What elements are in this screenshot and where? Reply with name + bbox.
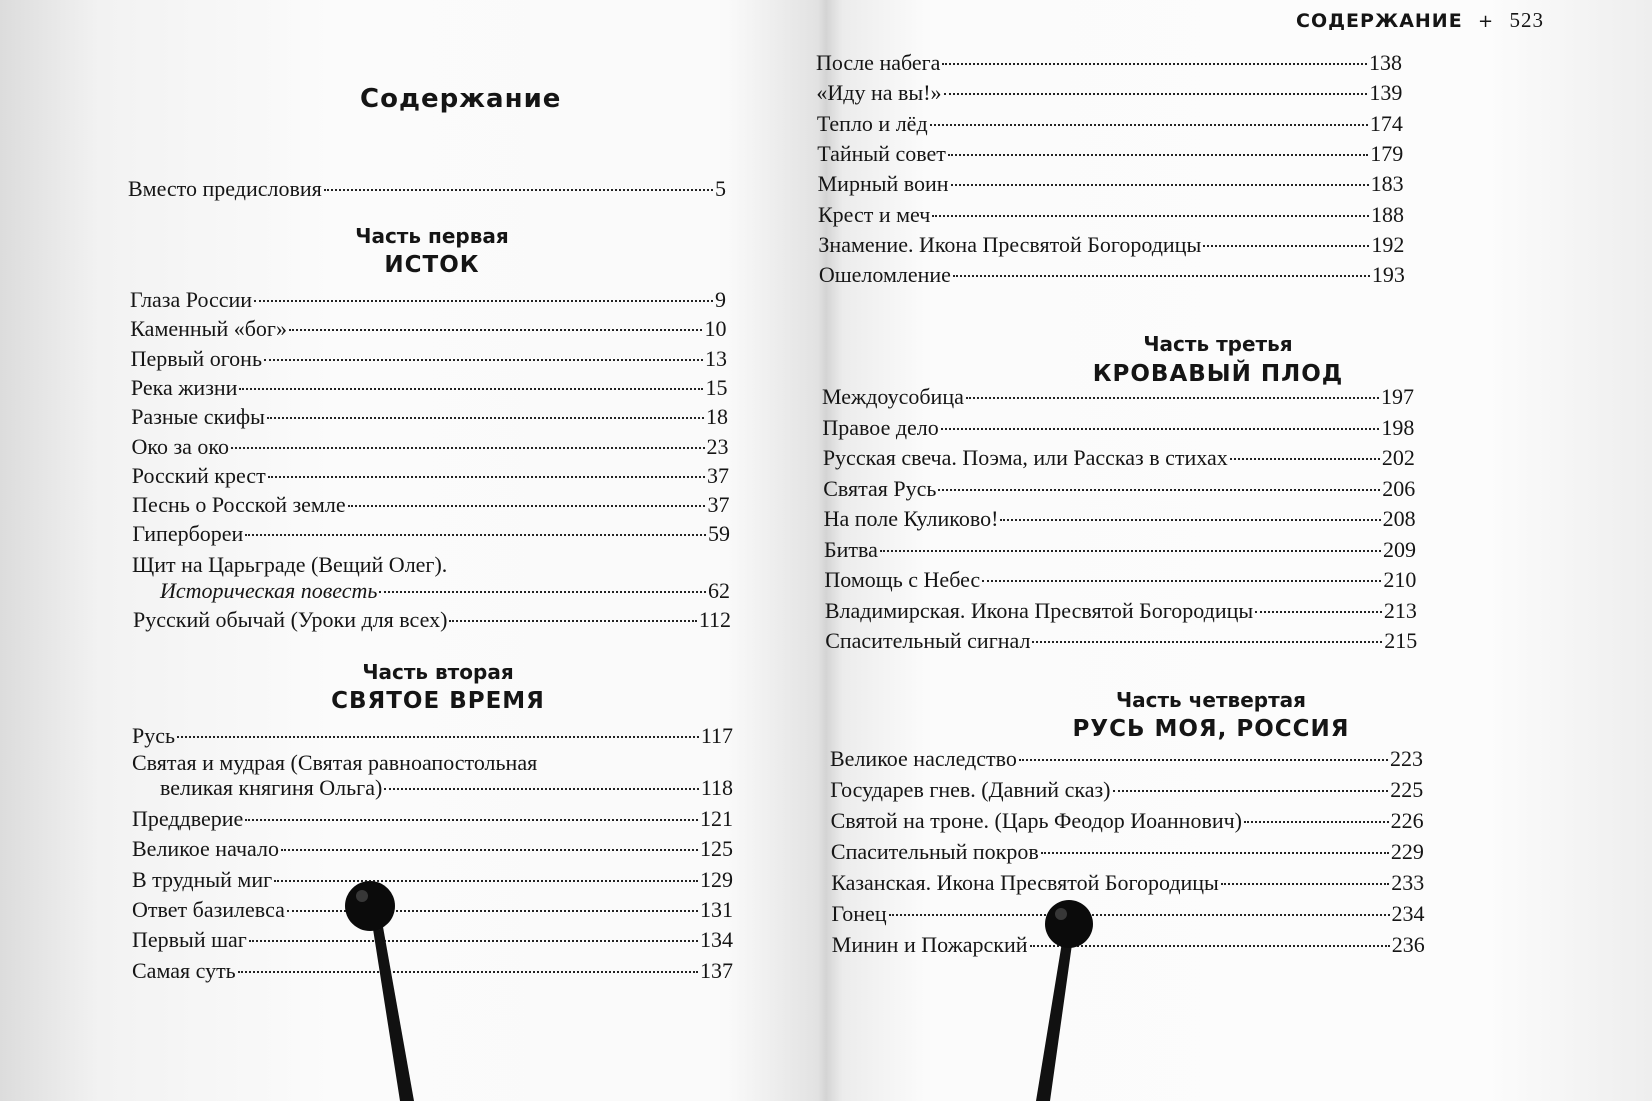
toc-entry (818, 171, 1404, 197)
toc-entry-title: Спасительный сигнал (825, 628, 1031, 653)
toc-entry (822, 415, 1414, 441)
toc-entry (816, 80, 1402, 106)
toc-entry-subtitle: Историческая повесть (160, 578, 378, 603)
toc-entry-page: 134 (700, 927, 733, 953)
leader-dots (941, 428, 1380, 430)
leader-dots (1041, 852, 1389, 854)
toc-entry (818, 232, 1404, 258)
toc-entry (132, 897, 733, 923)
toc-entry-title: Русский обычай (Уроки для всех) (133, 607, 448, 632)
toc-entry-page: 112 (698, 607, 731, 632)
toc-entry-title: В трудный миг (132, 866, 273, 892)
toc-entry-page: 197 (1381, 384, 1414, 409)
toc-entry (160, 775, 733, 801)
leader-dots (880, 550, 1381, 552)
leader-dots (267, 417, 704, 419)
toc-entry (132, 434, 729, 460)
toc-entry-page: 206 (1382, 475, 1416, 501)
leader-dots (1244, 821, 1389, 823)
toc-entry-title: После набега (816, 50, 941, 75)
toc-entry (132, 867, 733, 893)
toc-entry (819, 262, 1405, 288)
leader-dots (264, 359, 703, 361)
toc-entry-page: 193 (1371, 262, 1405, 288)
toc-entry (133, 607, 731, 633)
toc-entry-title: Преддверие (132, 806, 244, 831)
running-head (1296, 8, 1544, 33)
toc-entry (825, 598, 1417, 624)
toc-entry (132, 492, 729, 518)
toc-entry-title: Крест и меч (818, 201, 931, 227)
leader-dots (938, 489, 1380, 491)
toc-entry (823, 445, 1415, 471)
toc-entry-page: 208 (1382, 506, 1416, 531)
leader-dots (249, 940, 698, 942)
toc-entry-title: Песнь о Росской земле (132, 492, 346, 518)
toc-entry (822, 384, 1414, 410)
toc-entry-page: 23 (706, 433, 729, 459)
leader-dots (1113, 790, 1389, 792)
leader-dots (384, 788, 699, 790)
toc-entry-page: 192 (1371, 231, 1405, 257)
toc-entry-title: Владимирская. Икона Пресвятой Богородицы (824, 597, 1254, 623)
toc-entry-page: 125 (700, 836, 733, 862)
leader-dots (1000, 519, 1380, 521)
toc-entry-page: 213 (1383, 597, 1417, 623)
leader-dots (245, 534, 706, 536)
toc-entry-page: 37 (706, 462, 729, 488)
toc-entry (830, 777, 1423, 803)
toc-entry-page: 198 (1381, 414, 1415, 440)
toc-entry (132, 836, 733, 862)
toc-entry-title: Святая Русь (823, 475, 937, 501)
running-head-title: СОДЕРЖАНИЕ (1296, 10, 1463, 32)
part-title: РУСЬ МОЯ, РОССИЯ (1072, 716, 1350, 742)
toc-entry (132, 521, 730, 547)
leader-dots (254, 300, 713, 302)
toc-entry (132, 723, 733, 749)
toc-entry-title: Святая и мудрая (Святая равноапостольная (132, 750, 538, 775)
toc-entry-page: 117 (700, 723, 733, 748)
toc-entry (131, 404, 728, 430)
toc-entry-page: 62 (708, 578, 730, 603)
toc-entry (816, 50, 1402, 76)
leader-dots (289, 329, 703, 331)
toc-entry (132, 927, 733, 953)
toc-entry-page: 179 (1370, 140, 1404, 166)
toc-entry-title: Каменный «бог» (130, 316, 287, 342)
toc-entry-title: Река жизни (130, 374, 238, 400)
toc-entry-title: Гипербореи (132, 521, 244, 547)
part-title: ИСТОК (384, 252, 480, 278)
toc-entry-page: 137 (700, 957, 733, 983)
toc-entry-title: Вместо предисловия (128, 176, 322, 201)
toc-entry-title: Государев гнев. (Давний сказ) (830, 777, 1111, 802)
toc-entry (825, 628, 1417, 654)
page-holder-right (1028, 890, 1118, 1101)
toc-entry-page: 13 (704, 345, 727, 371)
toc-entry-page: 209 (1383, 536, 1416, 562)
toc-entry-title: Помощь с Небес (824, 567, 981, 592)
toc-entry-page: 121 (700, 806, 733, 831)
toc-entry-title: Казанская. Икона Пресвятой Богородицы (831, 870, 1219, 895)
toc-entry-title: Тайный совет (817, 140, 946, 166)
toc-entry (131, 375, 728, 401)
toc-entry (132, 806, 733, 832)
toc-entry-page: 234 (1391, 901, 1425, 926)
toc-entry-page: 131 (700, 896, 733, 922)
toc-entry-title: Русская свеча. Поэма, или Рассказ в стихах (822, 445, 1228, 470)
part-title: СВЯТОЕ ВРЕМЯ (331, 688, 545, 714)
leader-dots (231, 447, 705, 449)
toc-entry (824, 506, 1416, 532)
toc-entry (831, 870, 1424, 896)
part-title: КРОВАВЫЙ ПЛОД (1092, 361, 1344, 387)
leader-dots (1019, 759, 1388, 761)
toc-entry-page: 174 (1369, 110, 1403, 136)
toc-entry-title: Правое дело (822, 414, 939, 440)
toc-entry-title: Междоусобица (822, 384, 964, 409)
toc-entry-title: Око за око (131, 433, 229, 459)
page-holder-left (330, 870, 420, 1101)
leader-dots (239, 388, 703, 390)
toc-entry-title: Битва (824, 536, 878, 562)
toc-entry-title: Спасительный покров (830, 839, 1039, 864)
toc-entry-title: Ответ базилевса (132, 896, 285, 922)
toc-entry (132, 958, 733, 984)
toc-entry (817, 111, 1403, 137)
toc-entry (824, 567, 1416, 593)
toc-entry (817, 141, 1403, 167)
toc-entry-title: Святой на троне. (Царь Феодор Иоаннович) (830, 808, 1243, 833)
toc-heading: Содержание (360, 84, 562, 114)
toc-entry-title: Ошеломление (818, 262, 951, 288)
toc-entry-title: Глаза России (130, 287, 253, 312)
toc-entry (818, 202, 1404, 228)
toc-entry-page: 202 (1381, 445, 1415, 470)
toc-entry-page: 118 (700, 775, 733, 800)
toc-entry-title: Первый шаг (132, 927, 247, 953)
toc-entry-title: Великое наследство (830, 746, 1017, 771)
leader-dots (238, 971, 698, 973)
leader-dots (1221, 883, 1389, 885)
toc-entry (831, 808, 1424, 834)
leader-dots (324, 189, 713, 191)
leader-dots (889, 914, 1390, 916)
toc-entry-page: 59 (707, 521, 730, 547)
leader-dots (348, 505, 706, 507)
toc-entry-title: Щит на Царьграде (Вещий Олег). (132, 552, 448, 577)
toc-entry (131, 346, 727, 372)
toc-entry-title: Минин и Пожарский (831, 932, 1028, 957)
toc-entry-page: 223 (1390, 746, 1423, 771)
toc-entry-title: На поле Куликово! (823, 506, 999, 531)
leader-dots (951, 184, 1369, 186)
leader-dots (449, 620, 696, 622)
leader-dots (944, 93, 1368, 95)
toc-entry-page: 138 (1369, 50, 1402, 75)
toc-entry (128, 176, 726, 202)
toc-entry-title: Знамение. Икона Пресвятой Богородицы (818, 231, 1202, 257)
part-label: Часть четвертая (1115, 688, 1307, 712)
part-label: Часть первая (355, 224, 509, 248)
toc-entry-page: 129 (700, 866, 733, 892)
toc-entry (831, 839, 1424, 865)
toc-entry-title: Мирный воин (817, 171, 949, 197)
part-label: Часть вторая (362, 660, 514, 684)
leader-dots (379, 591, 706, 593)
leader-dots (932, 215, 1369, 217)
toc-entry-title: Великое начало (132, 836, 279, 862)
leader-dots (930, 124, 1368, 126)
toc-entry-title: Первый огонь (130, 345, 262, 371)
toc-entry-title: Самая суть (132, 957, 236, 983)
toc-entry-title: великая княгиня Ольга) (160, 775, 383, 800)
toc-entry-page: 229 (1390, 839, 1424, 864)
toc-entry-page: 139 (1369, 80, 1403, 106)
toc-entry-page: 215 (1384, 628, 1418, 653)
toc-entry-title: Тепло и лёд (816, 110, 928, 136)
leader-dots (1255, 611, 1382, 613)
leader-dots (281, 849, 698, 851)
leader-dots (966, 397, 1379, 399)
leader-dots (982, 580, 1381, 582)
toc-entry (830, 746, 1423, 772)
toc-entry (130, 287, 726, 313)
toc-entry-title: Гонец (831, 901, 887, 926)
toc-entry-page: 18 (705, 404, 728, 430)
right-page (816, 0, 1652, 1101)
leader-dots (1230, 458, 1380, 460)
toc-entry (832, 932, 1425, 958)
toc-entry (823, 476, 1415, 502)
toc-entry (832, 901, 1425, 927)
running-head-separator: + (1478, 11, 1495, 32)
toc-entry-page: 188 (1371, 201, 1404, 227)
toc-entry-page: 225 (1390, 777, 1424, 802)
toc-entry (160, 578, 730, 604)
leader-dots (942, 63, 1367, 65)
toc-entry (824, 537, 1416, 563)
leader-dots (1203, 245, 1369, 247)
toc-entry-title: Разные скифы (131, 404, 265, 430)
toc-entry-title: Русь (132, 723, 176, 748)
toc-entry-page: 226 (1390, 808, 1424, 833)
toc-entry (132, 463, 729, 489)
leader-dots (245, 819, 698, 821)
page-number: 523 (1509, 8, 1544, 32)
toc-entry (130, 316, 726, 342)
leader-dots (177, 736, 699, 738)
leader-dots (1032, 641, 1382, 643)
toc-entry-page: 183 (1370, 171, 1404, 197)
toc-entry-page: 10 (704, 316, 727, 342)
toc-entry-page: 37 (707, 492, 730, 518)
leader-dots (953, 275, 1370, 277)
part-label: Часть третья (1143, 332, 1293, 356)
toc-entry-page: 15 (705, 374, 728, 400)
toc-entry-title: «Иду на вы!» (816, 80, 942, 106)
toc-entry-title: Росский крест (131, 462, 266, 488)
leader-dots (268, 476, 705, 478)
leader-dots (948, 154, 1368, 156)
toc-entry-page: 9 (715, 287, 726, 312)
toc-entry-page: 236 (1391, 932, 1425, 957)
toc-entry-page: 5 (715, 176, 726, 201)
toc-entry-page: 233 (1391, 870, 1425, 895)
toc-entry-page: 210 (1383, 567, 1417, 592)
